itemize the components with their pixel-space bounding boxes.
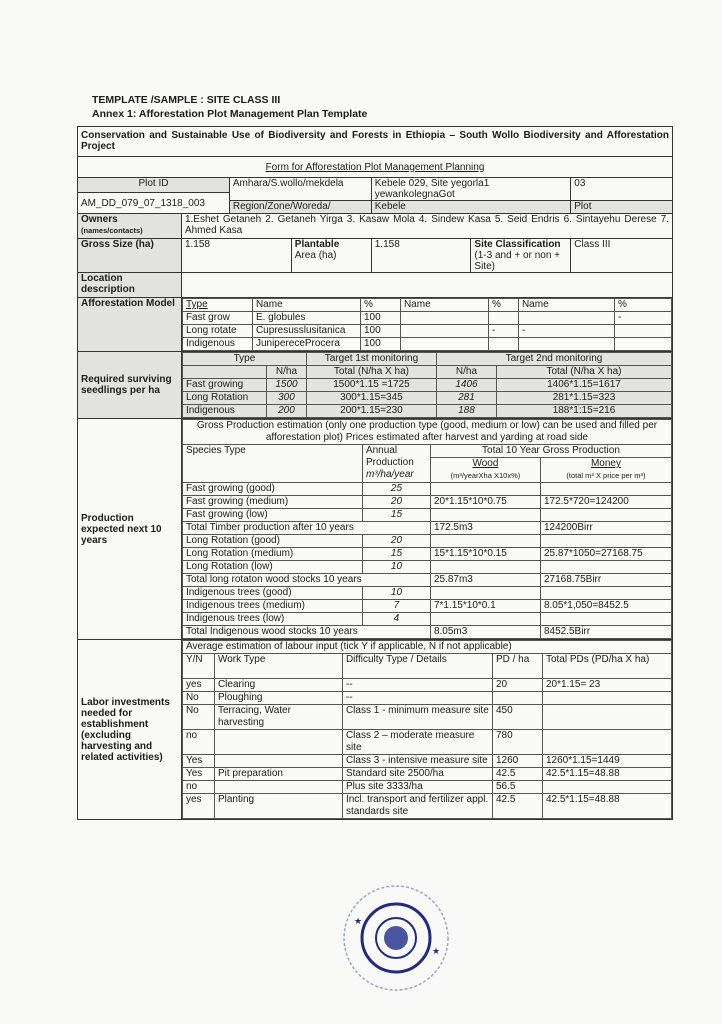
labor-yn: No [182, 692, 214, 705]
production-wood [430, 561, 540, 574]
seedling-nha: 300 [266, 392, 306, 405]
model-type: Long rotate [182, 325, 252, 338]
production-money [540, 483, 671, 496]
seedling-total: 1500*1.15 =1725 [306, 379, 436, 392]
target1-header: Target 1st monitoring [306, 353, 436, 366]
production-money: 8.05*1,050=8452.5 [540, 600, 671, 613]
annual-header-cell [362, 445, 430, 483]
production-annual: 25 [362, 483, 430, 496]
labor-total: 42.5*1.15=48.88 [542, 794, 671, 819]
model-row [182, 312, 671, 325]
labor-row [182, 679, 671, 692]
production-money: 172.5*720=124200 [540, 496, 671, 509]
labor-total: 42.5*1.15=48.88 [542, 768, 671, 781]
seedlings-row [182, 405, 671, 418]
region-label: Region/Zone/Woreda/ [229, 201, 371, 214]
production-money [540, 613, 671, 626]
model-pct: 100 [360, 312, 400, 325]
production-wood: 25.87m3 [430, 574, 540, 587]
model-header-name: Name [400, 299, 488, 312]
money-header: Money [590, 458, 621, 469]
production-row [182, 587, 671, 600]
labor-total [542, 692, 671, 705]
official-seal-icon [340, 882, 452, 994]
labor-row [182, 730, 671, 755]
model-name: JuniperecеProcera [252, 338, 360, 351]
production-wood: 7*1.15*10*0.1 [430, 600, 540, 613]
model-header-pct: % [614, 299, 671, 312]
afforestation-model-cell [181, 298, 672, 352]
production-wood [430, 587, 540, 600]
seedlings-row [182, 392, 671, 405]
owners-sublabel: (names/contacts) [81, 226, 143, 235]
production-annual: 10 [362, 587, 430, 600]
model-name [400, 325, 488, 338]
production-total-row [182, 626, 671, 639]
total-header: Total (N/ha X ha) [496, 366, 671, 379]
labor-yn: Yes [182, 755, 214, 768]
labor-label: Labor investments needed for establishment (excluding harvesting and related activities) [78, 640, 182, 820]
model-row [182, 325, 671, 338]
target2-header: Target 2nd monitoring [436, 353, 671, 366]
labor-row [182, 692, 671, 705]
production-species: Total long rotaton wood stocks 10 years [182, 574, 430, 587]
wood-unit: (m³/yearXha X10x%) [450, 471, 521, 480]
nha-header: N/ha [266, 366, 306, 379]
production-row [182, 600, 671, 613]
model-pct: 100 [360, 338, 400, 351]
seedling-total: 200*1.15=230 [306, 405, 436, 418]
model-name [518, 338, 614, 351]
wood-header-cell [430, 458, 540, 483]
production-money: 8452.5Birr [540, 626, 671, 639]
production-wood: 15*1.15*10*0.15 [430, 548, 540, 561]
production-species: Indigenous trees (good) [182, 587, 362, 600]
seedling-nha: 200 [266, 405, 306, 418]
production-money: 25.87*1050=27168.75 [540, 548, 671, 561]
labor-yn: No [182, 705, 214, 730]
plot-value: 03 [571, 178, 673, 201]
labor-cell [181, 640, 672, 820]
labor-total [542, 705, 671, 730]
seedling-nha: 1500 [266, 379, 306, 392]
production-wood: 20*1.15*10*0.75 [430, 496, 540, 509]
labor-work-type: Ploughing [214, 692, 342, 705]
model-type: Fast grow [182, 312, 252, 325]
owners-value: 1.Eshet Getaneh 2. Getaneh Yirga 3. Kasaw Mola 4. Sindew Kasa 5. Seid Endris 6. Sintayehu Derese 7. Ahmed Kasa [181, 214, 672, 239]
labor-difficulty: Class 3 - intensive measure site [342, 755, 492, 768]
seedling-total: 1406*1.15=1617 [496, 379, 671, 392]
production-species: Long Rotation (good) [182, 535, 362, 548]
owners-label: Owners [81, 214, 118, 225]
production-annual: 4 [362, 613, 430, 626]
model-name: E. globules [252, 312, 360, 325]
production-species: Total Timber production after 10 years [182, 522, 430, 535]
seedlings-cell [181, 352, 672, 419]
annual-header: Annual Production [365, 445, 414, 468]
region-value: Amhara/S.wollo/mekdela [229, 178, 371, 201]
production-note: Gross Production estimation (only one production type (good, medium or low) can be used and filled per afforestation plot) Prices estimated after harvest and yarding at road side [182, 420, 671, 445]
annual-unit: m³/ha/year [365, 469, 414, 480]
production-wood: 8.05m3 [430, 626, 540, 639]
wood-header: Wood [472, 458, 499, 469]
labor-total: 1260*1.15=1449 [542, 755, 671, 768]
svg-text:★: ★ [354, 916, 363, 926]
production-cell [181, 419, 672, 640]
labor-pd: 42.5 [492, 768, 542, 781]
production-row [182, 548, 671, 561]
labor-total: 20*1.15= 23 [542, 679, 671, 692]
labor-difficulty: Plus site 3333/ha [342, 781, 492, 794]
plot-id-value: AM_DD_079_07_1318_003 [78, 193, 230, 214]
production-wood [430, 483, 540, 496]
seedling-nha: 1406 [436, 379, 496, 392]
labor-table [182, 640, 672, 819]
labor-pd: 42.5 [492, 794, 542, 819]
production-money: 27168.75Birr [540, 574, 671, 587]
plantable-value: 1.158 [371, 239, 471, 273]
production-total-row [182, 522, 671, 535]
money-unit: (total m³ X price per m³) [566, 471, 646, 480]
production-species: Long Rotation (low) [182, 561, 362, 574]
labor-row [182, 755, 671, 768]
model-name [400, 338, 488, 351]
production-annual: 7 [362, 600, 430, 613]
model-header-pct: % [360, 299, 400, 312]
labor-pd [492, 692, 542, 705]
labor-work-type: Terracing, Water harvesting [214, 705, 342, 730]
afforestation-model-label: Afforestation Model [78, 298, 182, 352]
model-header-pct: % [488, 299, 518, 312]
plantable-label: Plantable [294, 239, 340, 250]
labor-difficulty: Standard site 2500/ha [342, 768, 492, 781]
form-title: Form for Afforestation Plot Management Planning [78, 157, 673, 178]
model-header-name: Name [518, 299, 614, 312]
production-row [182, 509, 671, 522]
labor-yn: no [182, 781, 214, 794]
seedlings-table [182, 352, 672, 418]
production-wood [430, 613, 540, 626]
production-row [182, 613, 671, 626]
production-label: Production expected next 10 years [78, 419, 182, 640]
production-money [540, 509, 671, 522]
production-species: Fast growing (low) [182, 509, 362, 522]
labor-difficulty: Incl. transport and fertilizer appl. standards site [342, 794, 492, 819]
labor-row [182, 794, 671, 819]
seedling-nha: 188 [436, 405, 496, 418]
labor-note: Average estimation of labour input (tick Y if applicable, N if not applicable) [182, 641, 671, 654]
seedlings-row [182, 379, 671, 392]
production-money: 124200Birr [540, 522, 671, 535]
location-value [181, 273, 672, 298]
labor-header-difficulty: Difficulty Type / Details [342, 654, 492, 679]
seedling-type: Long Rotation [182, 392, 266, 405]
labor-work-type [214, 781, 342, 794]
plot-label: Plot [571, 201, 673, 214]
model-pct [614, 338, 671, 351]
production-species: Long Rotation (medium) [182, 548, 362, 561]
project-title: Conservation and Sustainable Use of Biodiversity and Forests in Ethiopia – South Wollo Biodiversity and Afforestation Project [78, 127, 673, 157]
model-header-type: Type [182, 299, 252, 312]
kebele-value: Kebele 029, Site yegorla1 yewankolegnaGot [371, 178, 571, 201]
production-annual: 15 [362, 509, 430, 522]
seedling-total: 188*1:15=216 [496, 405, 671, 418]
labor-difficulty: -- [342, 692, 492, 705]
labor-header-work: Work Type [214, 654, 342, 679]
model-pct: - [614, 312, 671, 325]
annex-title: Annex 1: Afforestation Plot Management Plan Template [92, 108, 368, 120]
seedlings-type-header: Type [182, 353, 306, 366]
production-table [182, 419, 672, 639]
production-annual: 20 [362, 535, 430, 548]
location-label: Location description [78, 273, 182, 298]
labor-pd: 20 [492, 679, 542, 692]
plot-id-label: Plot ID [78, 178, 230, 193]
plantable-sublabel: Area (ha) [294, 250, 337, 261]
labor-pd: 780 [492, 730, 542, 755]
production-wood [430, 509, 540, 522]
model-header-name: Name [252, 299, 360, 312]
labor-pd: 1260 [492, 755, 542, 768]
labor-difficulty: -- [342, 679, 492, 692]
production-annual: 10 [362, 561, 430, 574]
seedling-type: Fast growing [182, 379, 266, 392]
production-total-row [182, 574, 671, 587]
production-species: Indigenous trees (low) [182, 613, 362, 626]
model-pct [488, 312, 518, 325]
model-header-row [182, 299, 671, 312]
production-annual: 15 [362, 548, 430, 561]
site-class-label-cell [471, 239, 571, 273]
labor-work-type [214, 755, 342, 768]
labor-total [542, 730, 671, 755]
total-production-header: Total 10 Year Gross Production [430, 445, 671, 458]
gross-size-label: Gross Size (ha) [78, 239, 182, 273]
seedlings-label: Required surviving seedlings per ha [78, 352, 182, 419]
production-species: Fast growing (good) [182, 483, 362, 496]
svg-text:★: ★ [432, 946, 441, 956]
seedling-type: Indigenous [182, 405, 266, 418]
production-money [540, 561, 671, 574]
species-header: Species Type [182, 445, 362, 483]
kebele-label: Kebele [371, 201, 571, 214]
production-species: Fast growing (medium) [182, 496, 362, 509]
model-pct: 100 [360, 325, 400, 338]
production-row [182, 561, 671, 574]
labor-work-type: Planting [214, 794, 342, 819]
site-class-sublabel: (1-3 and + or non + Site) [474, 250, 561, 272]
labor-total [542, 781, 671, 794]
model-name [518, 312, 614, 325]
production-species: Total Indigenous wood stocks 10 years [182, 626, 430, 639]
labor-difficulty: Class 2 – moderate measure site [342, 730, 492, 755]
gross-size-value: 1.158 [181, 239, 291, 273]
production-wood: 172.5m3 [430, 522, 540, 535]
model-pct [488, 338, 518, 351]
production-row [182, 496, 671, 509]
labor-header-total: Total PDs (PD/ha X ha) [542, 654, 671, 679]
labor-header-yn: Y/N [182, 654, 214, 679]
production-money [540, 535, 671, 548]
plantable-label-cell [291, 239, 371, 273]
production-species: Indigenous trees (medium) [182, 600, 362, 613]
labor-row [182, 705, 671, 730]
labor-yn: no [182, 730, 214, 755]
nha-header: N/ha [436, 366, 496, 379]
owners-label-cell [78, 214, 182, 239]
labor-work-type: Pit preparation [214, 768, 342, 781]
afforestation-model-table [182, 298, 672, 351]
labor-work-type: Clearing [214, 679, 342, 692]
site-class-value: Class III [571, 239, 673, 273]
labor-pd: 450 [492, 705, 542, 730]
production-wood [430, 535, 540, 548]
model-type: Indigenous [182, 338, 252, 351]
model-pct [614, 325, 671, 338]
production-row [182, 483, 671, 496]
labor-yn: Yes [182, 768, 214, 781]
labor-yn: yes [182, 679, 214, 692]
labor-row [182, 781, 671, 794]
total-header: Total (N/ha X ha) [306, 366, 436, 379]
model-name [400, 312, 488, 325]
labor-work-type [214, 730, 342, 755]
model-name: Cupresusslusitanica [252, 325, 360, 338]
production-row [182, 535, 671, 548]
model-pct: - [488, 325, 518, 338]
labor-difficulty: Class 1 - minimum measure site [342, 705, 492, 730]
model-name: - [518, 325, 614, 338]
production-annual: 20 [362, 496, 430, 509]
management-plan-form [77, 126, 673, 820]
labor-row [182, 768, 671, 781]
labor-header-pd: PD / ha [492, 654, 542, 679]
seedling-total: 300*1.15=345 [306, 392, 436, 405]
labor-yn: yes [182, 794, 214, 819]
production-money [540, 587, 671, 600]
model-row [182, 338, 671, 351]
seedling-nha: 281 [436, 392, 496, 405]
site-class-label: Site Classification [474, 239, 561, 250]
template-label: TEMPLATE /SAMPLE : SITE CLASS III [92, 94, 281, 106]
money-header-cell [540, 458, 671, 483]
seedling-total: 281*1.15=323 [496, 392, 671, 405]
labor-pd: 56.5 [492, 781, 542, 794]
